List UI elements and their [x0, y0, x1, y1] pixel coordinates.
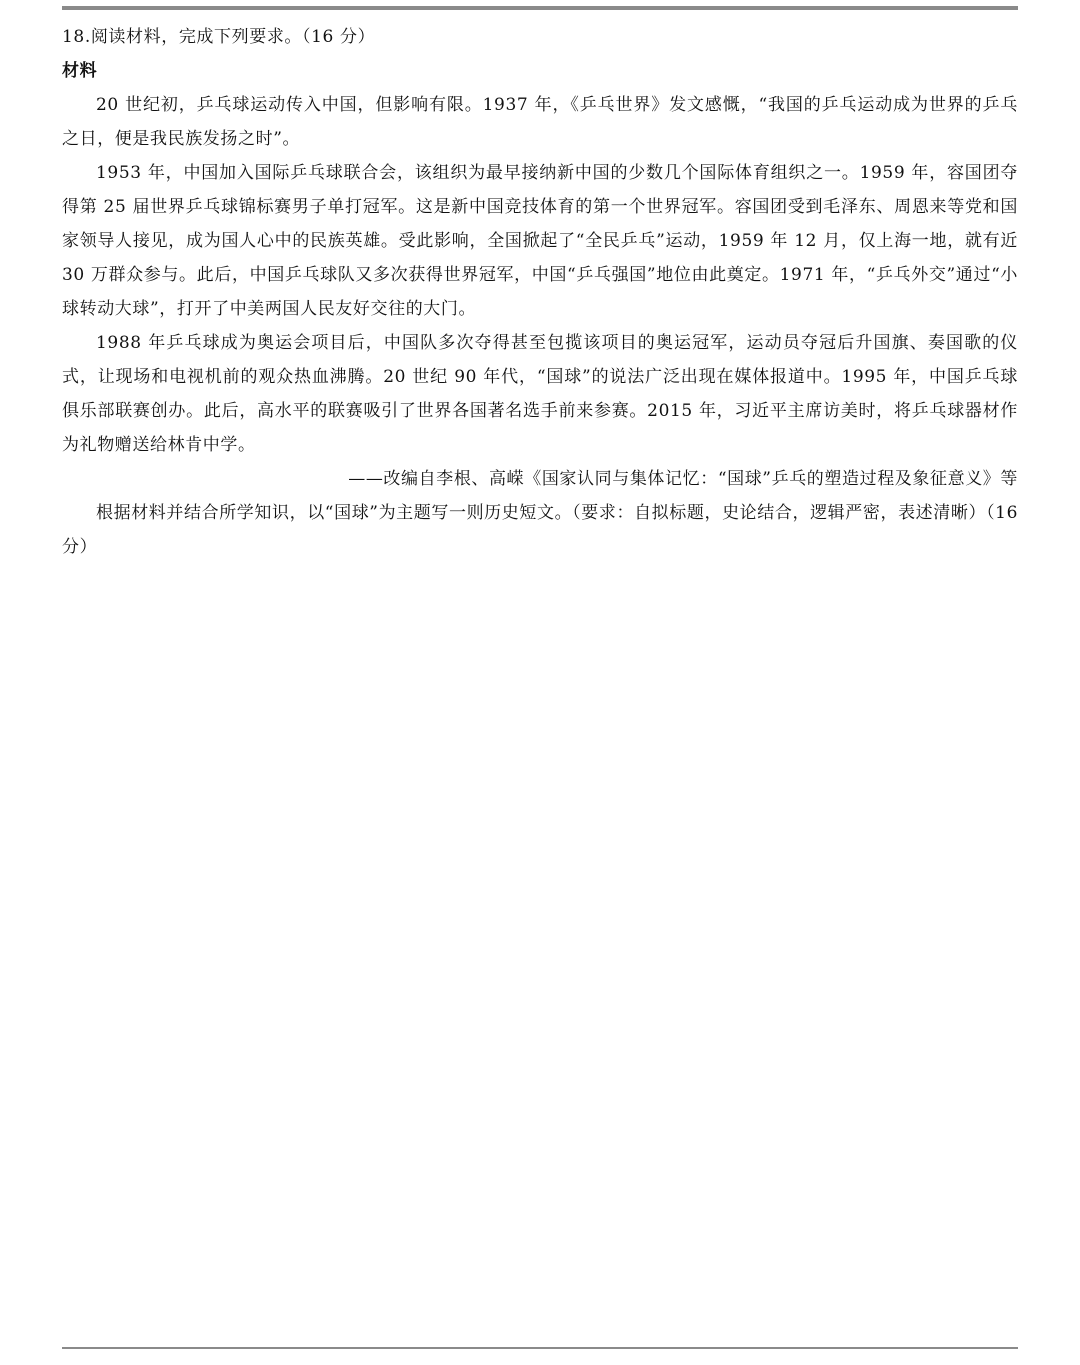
material-label: 材料	[62, 61, 98, 81]
material-source: ——改编自李根、高嵘《国家认同与集体记忆：“国球”乒乓的塑造过程及象征意义》等	[348, 469, 1018, 489]
question-title: 18.阅读材料，完成下列要求。（16 分）	[62, 27, 376, 47]
top-divider	[62, 6, 1018, 10]
material-paragraph-2: 1953 年，中国加入国际乒乓球联合会，该组织为最早接纳新中国的少数几个国际体育组织之一。1959 年，容国团夺得第 25 届世界乒乓球锦标赛男子单打冠军。这是新中国竞技体育的第一个世界冠军。容国团受到毛泽东、周恩来等党和国家领导人接见，成为国人心中的民族英雄。受此影响，全国掀起了“全民乒乓”运动，1959 年 12 月，仅上海一地，就有近 30 万群众参与。此后，中国乒乓球队又多次获得世界冠军，中国“乒乓强国”地位由此奠定。1971 年，“乒乓外交”通过“小球转动大球”，打开了中美两国人民友好交往的大门。	[62, 163, 1018, 319]
question-block	[62, 20, 1018, 564]
bottom-divider	[62, 1347, 1018, 1349]
material-paragraph-3: 1988 年乒乓球成为奥运会项目后，中国队多次夺得甚至包揽该项目的奥运冠军，运动员夺冠后升国旗、奏国歌的仪式，让现场和电视机前的观众热血沸腾。20 世纪 90 年代，“国球”的说法广泛出现在媒体报道中。1995 年，中国乒乓球俱乐部联赛创办。此后，高水平的联赛吸引了世界各国著名选手前来参赛。2015 年，习近平主席访美时，将乒乓球器材作为礼物赠送给林肯中学。	[62, 333, 1018, 455]
material-paragraph-1: 20 世纪初，乒乓球运动传入中国，但影响有限。1937 年，《乒乓世界》发文感慨，“我国的乒乓运动成为世界的乒乓之日，便是我民族发扬之时”。	[62, 95, 1018, 149]
question-prompt: 根据材料并结合所学知识，以“国球”为主题写一则历史短文。（要求：自拟标题，史论结合，逻辑严密，表述清晰）（16 分）	[62, 503, 1019, 557]
